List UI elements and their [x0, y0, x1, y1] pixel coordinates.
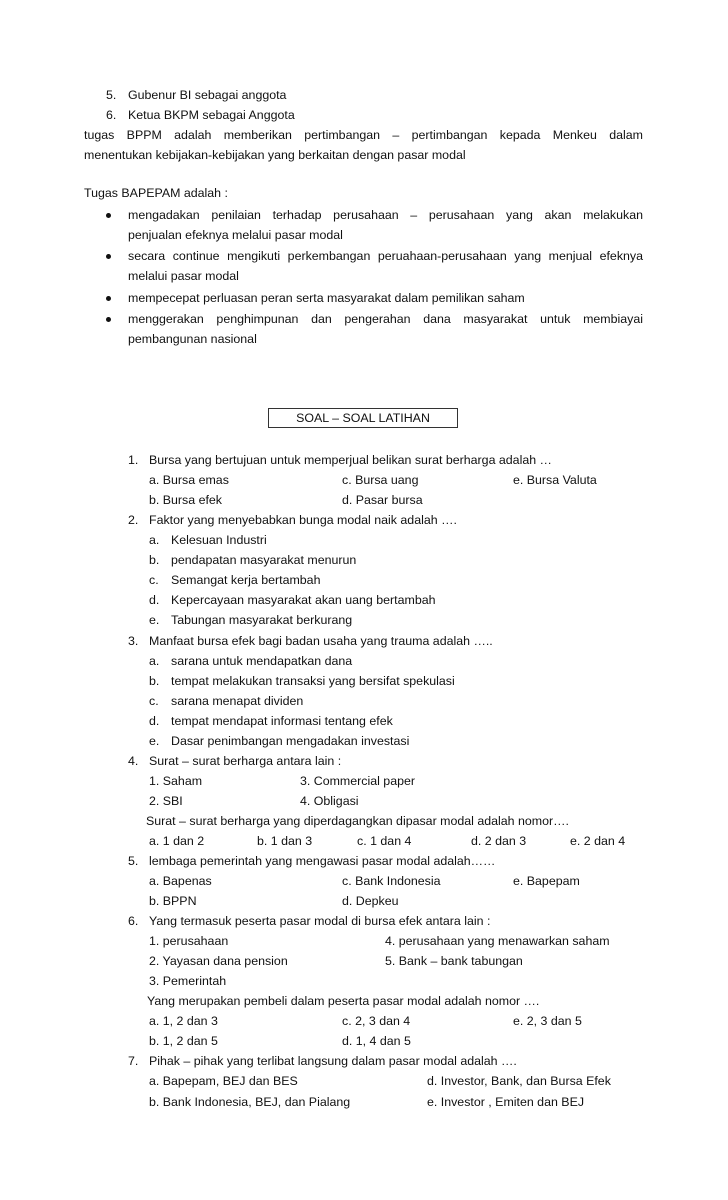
answer-option: Kelesuan Industri	[171, 533, 267, 547]
option-letter: d.	[149, 714, 160, 728]
section-title-box: SOAL – SOAL LATIHAN	[268, 408, 458, 428]
question-stem: Surat – surat berharga yang diperdagangkan dipasar modal adalah nomor….	[146, 814, 569, 828]
question-text: Manfaat bursa efek bagi badan usaha yang trauma adalah …..	[149, 634, 493, 648]
question-text: Faktor yang menyebabkan bunga modal naik adalah ….	[149, 513, 457, 527]
bullet-icon	[106, 254, 111, 259]
list-item: Ketua BKPM sebagai Anggota	[128, 108, 295, 122]
list-item: 1. perusahaan	[149, 934, 229, 948]
answer-option: Semangat kerja bertambah	[171, 573, 321, 587]
bullet-text: penjualan efeknya melalui pasar modal	[128, 228, 343, 242]
answer-option: b. Bursa efek	[149, 493, 223, 507]
bullet-icon	[106, 296, 111, 301]
answer-option: e. Bursa Valuta	[513, 473, 597, 487]
bullet-text: mengadakan penilaian terhadap perusahaan – perusahaan yang akan melakukan	[128, 208, 643, 222]
answer-option: a. Bursa emas	[149, 473, 229, 487]
answer-option: e. 2 dan 4	[570, 834, 626, 848]
answer-option: tempat mendapat informasi tentang efek	[171, 714, 393, 728]
answer-option: e. Bapepam	[513, 874, 580, 888]
question-text: lembaga pemerintah yang mengawasi pasar modal adalah……	[149, 854, 496, 868]
list-number: 5.	[106, 88, 117, 102]
bullet-text: pembangunan nasional	[128, 332, 257, 346]
answer-option: b. BPPN	[149, 894, 197, 908]
answer-option: c. 2, 3 dan 4	[342, 1014, 411, 1028]
list-number: 6.	[106, 108, 117, 122]
answer-option: b. 1, 2 dan 5	[149, 1034, 218, 1048]
list-item: Gubenur BI sebagai anggota	[128, 88, 287, 102]
paragraph-line: menentukan kebijakan-kebijakan yang berkaitan dengan pasar modal	[84, 148, 466, 162]
answer-option: Tabungan masyarakat berkurang	[171, 613, 353, 627]
question-number: 1.	[128, 453, 139, 467]
list-item: 3. Commercial paper	[300, 774, 416, 788]
question-text: Pihak – pihak yang terlibat langsung dalam pasar modal adalah ….	[149, 1054, 517, 1068]
answer-option: d. 1, 4 dan 5	[342, 1034, 411, 1048]
answer-option: e. 2, 3 dan 5	[513, 1014, 582, 1028]
answer-option: b. 1 dan 3	[257, 834, 313, 848]
list-item: 4. perusahaan yang menawarkan saham	[385, 934, 610, 948]
bullet-icon	[106, 317, 111, 322]
answer-option: pendapatan masyarakat menurun	[171, 553, 357, 567]
answer-option: b. Bank Indonesia, BEJ, dan Pialang	[149, 1095, 351, 1109]
question-stem: Yang merupakan pembeli dalam peserta pasar modal adalah nomor ….	[147, 994, 540, 1008]
question-text: Surat – surat berharga antara lain :	[149, 754, 342, 768]
list-item: 2. SBI	[149, 794, 183, 808]
bullet-text: secara continue mengikuti perkembangan peruahaan-perusahaan yang menjual efeknya	[128, 249, 643, 263]
answer-option: a. Bapenas	[149, 874, 212, 888]
question-number: 7.	[128, 1054, 139, 1068]
answer-option: d. Pasar bursa	[342, 493, 423, 507]
option-letter: e.	[149, 734, 160, 748]
answer-option: sarana untuk mendapatkan dana	[171, 654, 353, 668]
answer-option: Dasar penimbangan mengadakan investasi	[171, 734, 410, 748]
answer-option: Kepercayaan masyarakat akan uang bertambah	[171, 593, 436, 607]
list-item: 1. Saham	[149, 774, 203, 788]
option-letter: c.	[149, 694, 159, 708]
answer-option: e. Investor , Emiten dan BEJ	[427, 1095, 585, 1109]
section-heading: Tugas BAPEPAM adalah :	[84, 186, 228, 200]
bullet-text: melalui pasar modal	[128, 269, 239, 283]
question-number: 4.	[128, 754, 139, 768]
list-item: 4. Obligasi	[300, 794, 359, 808]
answer-option: c. Bursa uang	[342, 473, 419, 487]
answer-option: d. Depkeu	[342, 894, 399, 908]
question-text: Bursa yang bertujuan untuk memperjual belikan surat berharga adalah …	[149, 453, 552, 467]
answer-option: a. Bapepam, BEJ dan BES	[149, 1074, 298, 1088]
answer-option: d. 2 dan 3	[471, 834, 527, 848]
option-letter: b.	[149, 674, 160, 688]
bullet-text: menggerakan penghimpunan dan pengerahan dana masyarakat untuk membiayai	[128, 312, 643, 326]
answer-option: tempat melakukan transaksi yang bersifat spekulasi	[171, 674, 455, 688]
paragraph-line: tugas BPPM adalah memberikan pertimbangan – pertimbangan kepada Menkeu dalam	[84, 128, 643, 142]
option-letter: c.	[149, 573, 159, 587]
question-text: Yang termasuk peserta pasar modal di bursa efek antara lain :	[149, 914, 491, 928]
question-number: 5.	[128, 854, 139, 868]
answer-option: c. 1 dan 4	[357, 834, 412, 848]
option-letter: b.	[149, 553, 160, 567]
option-letter: a.	[149, 654, 160, 668]
answer-option: sarana menapat dividen	[171, 694, 304, 708]
option-letter: e.	[149, 613, 160, 627]
question-number: 3.	[128, 634, 139, 648]
option-letter: d.	[149, 593, 160, 607]
question-number: 2.	[128, 513, 139, 527]
answer-option: c. Bank Indonesia	[342, 874, 441, 888]
list-item: 3. Pemerintah	[149, 974, 227, 988]
list-item: 2. Yayasan dana pension	[149, 954, 288, 968]
answer-option: a. 1, 2 dan 3	[149, 1014, 218, 1028]
option-letter: a.	[149, 533, 160, 547]
bullet-text: mempecepat perluasan peran serta masyarakat dalam pemilikan saham	[128, 291, 525, 305]
answer-option: d. Investor, Bank, dan Bursa Efek	[427, 1074, 611, 1088]
answer-option: a. 1 dan 2	[149, 834, 205, 848]
bullet-icon	[106, 213, 111, 218]
question-number: 6.	[128, 914, 139, 928]
list-item: 5. Bank – bank tabungan	[385, 954, 523, 968]
